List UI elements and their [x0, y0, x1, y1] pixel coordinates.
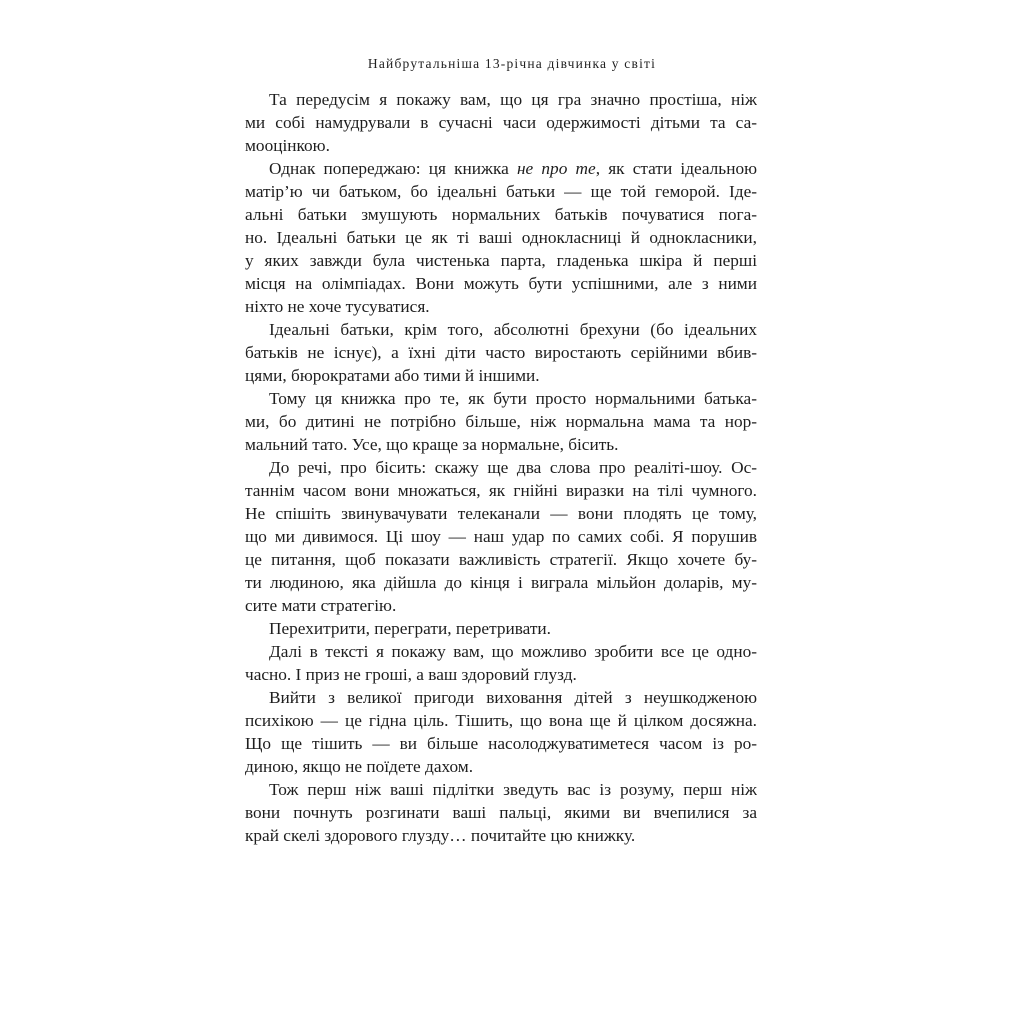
text-line-content: Та передусім я покажу вам, що ця гра значно простіша, ніж [269, 90, 757, 109]
text-line-content: у яких завжди була чистенька парта, гладенька шкіра й перші [245, 251, 757, 270]
text-line [245, 134, 757, 157]
text-line-content: Далі в тексті я покажу вам, що можливо зробити все це одно- [269, 642, 757, 661]
text-line-content: таннім часом вони множаться, як гнійні виразки на тілі чумного. [245, 481, 757, 500]
text-line-content: Ідеальні батьки, крім того, абсолютні брехуни (бо ідеальних [269, 320, 757, 339]
text-line-content: мальний тато. Усе, що краще за нормальне, бісить. [245, 435, 619, 454]
text-line [245, 410, 757, 433]
text-line-content: альні батьки змушують нормальних батьків почуватися пога- [245, 205, 757, 224]
text-line [245, 249, 757, 272]
text-line-content: край скелі здорового глузду… почитайте цю книжку. [245, 826, 636, 845]
text-line [245, 272, 757, 295]
text-line [245, 686, 757, 709]
text-line [245, 479, 757, 502]
text-line [245, 111, 757, 134]
text-line [245, 456, 757, 479]
text-line [245, 778, 757, 801]
text-line-content: сите мати стратегію. [245, 596, 397, 615]
text-line-content: диною, якщо не поїдете дахом. [245, 757, 474, 776]
text-line [245, 755, 757, 778]
text-line-content: мооцінкою. [245, 136, 330, 155]
text-line [245, 180, 757, 203]
text-line-content: ми собі намудрували в сучасні часи одержимості дітьми та са- [245, 113, 757, 132]
text-line-content: цями, бюрократами або тими й іншими. [245, 366, 540, 385]
text-line-content: Тож перш ніж ваші підлітки зведуть вас із розуму, перш ніж [269, 780, 757, 799]
text-line-content: До речі, про бісить: скажу ще два слова про реаліті-шоу. Ос- [269, 458, 757, 477]
text-line [245, 295, 757, 318]
text-line-content: ми, бо дитині не потрібно більше, ніж нормальна мама та нор- [245, 412, 757, 431]
text-line-content: Не спішіть звинувачувати телеканали — вони плодять це тому, [245, 504, 757, 523]
text-line [245, 732, 757, 755]
text-line [245, 663, 757, 686]
text-line-content: часно. І приз не гроші, а ваш здоровий глузд. [245, 665, 577, 684]
text-line [245, 801, 757, 824]
text-line-content: психікою — це гідна ціль. Тішить, що вона ще й цілком досяжна. [245, 711, 757, 730]
text-line-content: Перехитрити, переграти, перетривати. [269, 619, 551, 638]
text-line-content: що ми дивимося. Ці шоу — наш удар по самих собі. Я порушив [245, 527, 757, 546]
text-line [245, 709, 757, 732]
text-line [245, 203, 757, 226]
text-line-content: но. Ідеальні батьки це як ті ваші однокласниці й однокласники, [245, 228, 757, 247]
body-text [245, 88, 757, 847]
text-line [245, 433, 757, 456]
text-line [245, 157, 757, 180]
text-line [245, 640, 757, 663]
text-line [245, 525, 757, 548]
text-line [245, 617, 757, 640]
text-line [245, 341, 757, 364]
text-line [245, 502, 757, 525]
text-line-content: Вийти з великої пригоди виховання дітей з неушкодженою [269, 688, 757, 707]
text-line [245, 548, 757, 571]
text-line-content: батьків не існує), а їхні діти часто виростають серійними вбив- [245, 343, 757, 362]
text-line-content: це питання, щоб показати важливість стратегії. Якщо хочете бу- [245, 550, 757, 569]
text-line-content: , як стати ідеальною [595, 159, 757, 178]
text-line [245, 88, 757, 111]
text-line [245, 226, 757, 249]
text-line [245, 824, 757, 847]
running-head: Найбрутальніша 13-річна дівчинка у світі [367, 56, 657, 71]
text-line-content: вони почнуть розгинати ваші пальці, якими ви вчепилися за [245, 803, 757, 822]
text-line-content: місця на олімпіадах. Вони можуть бути успішними, але з ними [245, 274, 757, 293]
italic-emphasis: не про те [516, 159, 596, 178]
text-line [245, 594, 757, 617]
text-line-content: матір’ю чи батьком, бо ідеальні батьки — ще той геморой. Іде- [245, 182, 757, 201]
text-line-content: ти людиною, яка дійшла до кінця і виграла мільйон доларів, му- [245, 573, 757, 592]
text-line-content: ніхто не хоче тусуватися. [245, 297, 430, 316]
text-line [245, 364, 757, 387]
text-line-content: Однак попереджаю: ця книжка [269, 159, 517, 178]
text-line-content: Тому ця книжка про те, як бути просто нормальними батька- [269, 389, 757, 408]
text-line-content: Що ще тішить — ви більше насолоджуватиметеся часом із ро- [245, 734, 757, 753]
text-line [245, 387, 757, 410]
text-line [245, 318, 757, 341]
text-line [245, 571, 757, 594]
